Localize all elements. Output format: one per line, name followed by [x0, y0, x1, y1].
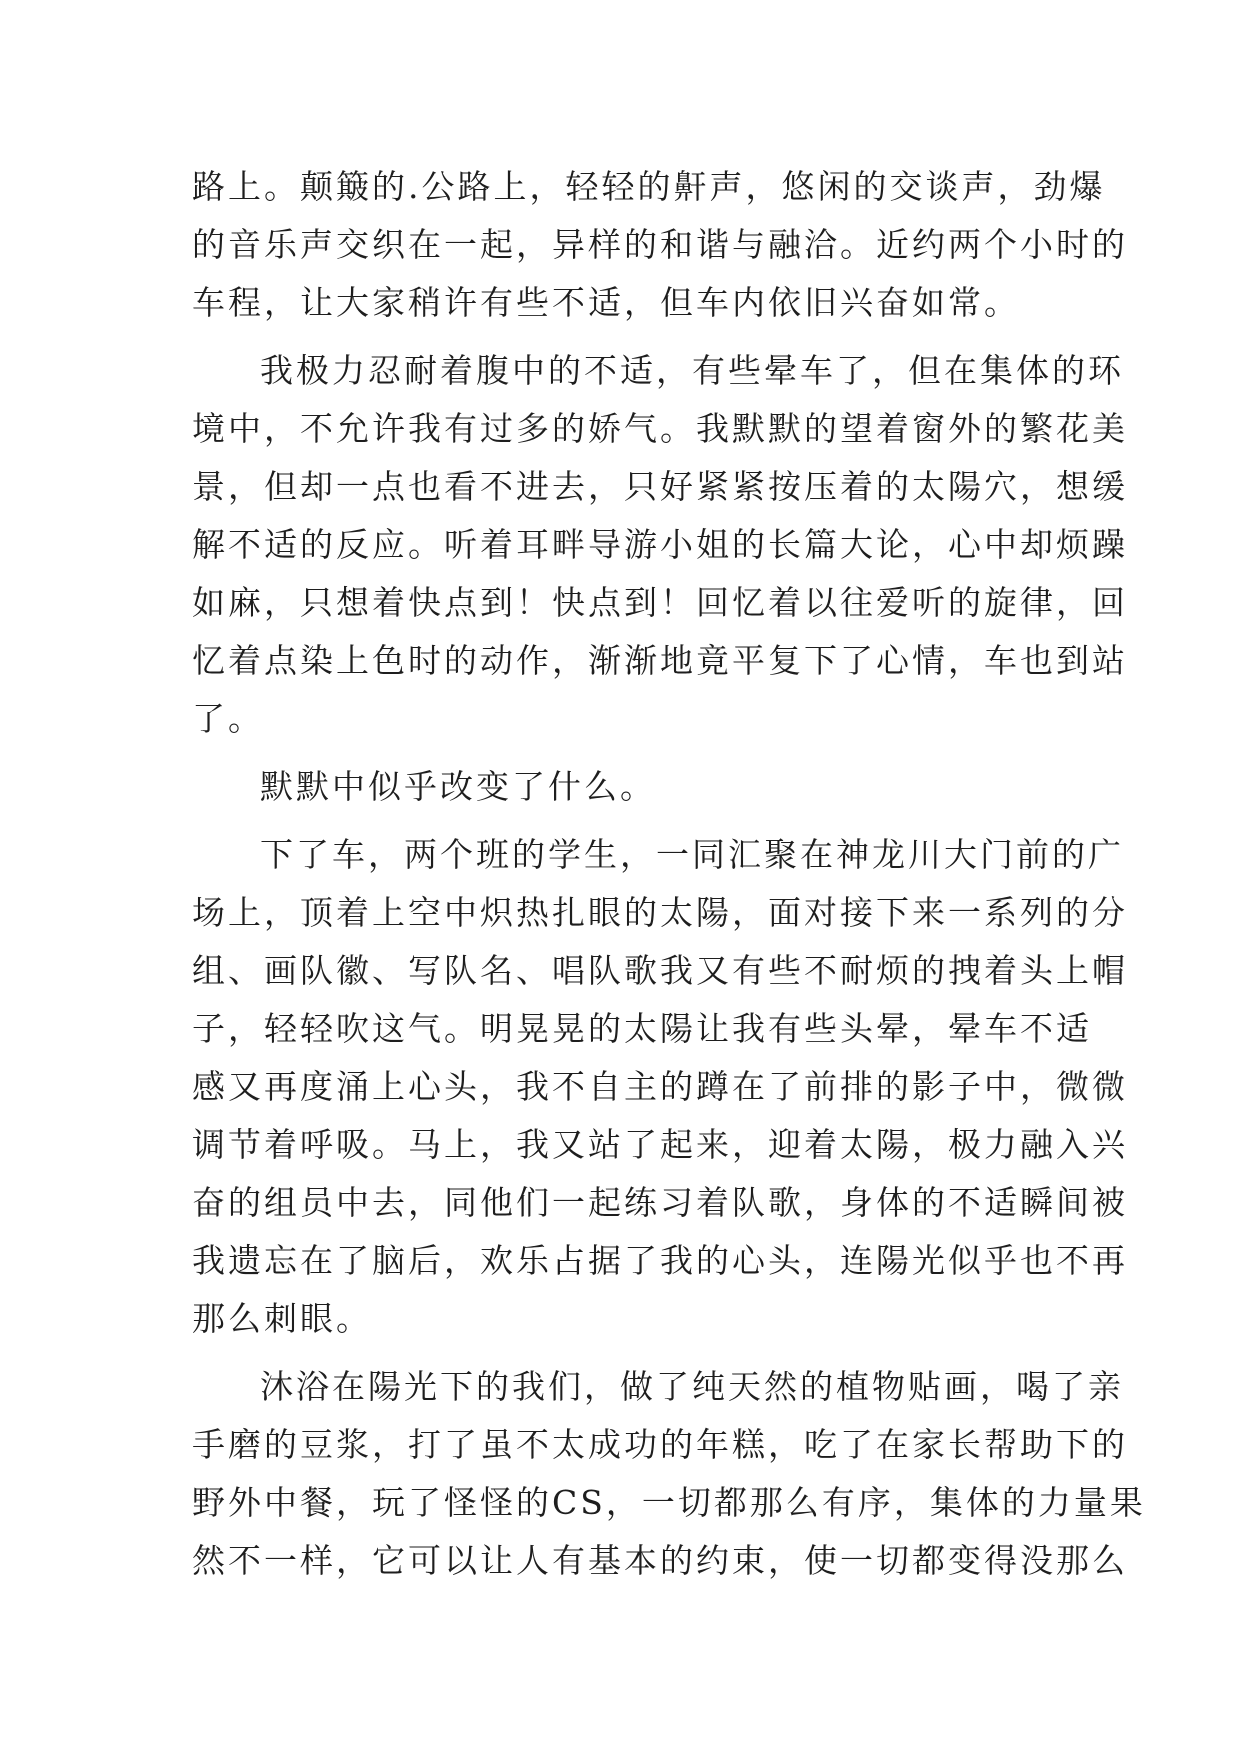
text-line: 然不一样，它可以让人有基本的约束，使一切都变得没那么	[192, 1541, 1128, 1580]
paragraph	[192, 158, 1128, 332]
text-line: 沐浴在陽光下的我们，做了纯天然的植物贴画，喝了亲	[260, 1367, 1124, 1406]
text-line: 我遗忘在了脑后，欢乐占据了我的心头，连陽光似乎也不再	[192, 1241, 1128, 1280]
text-line: 场上，顶着上空中炽热扎眼的太陽，面对接下来一系列的分	[192, 893, 1128, 932]
paragraph	[192, 758, 1072, 816]
document-body	[192, 158, 1146, 1590]
text-line: 子，轻轻吹这气。明晃晃的太陽让我有些头晕，晕车不适	[192, 1009, 1092, 1048]
text-line: 的音乐声交织在一起，异样的和谐与融洽。近约两个小时的	[192, 225, 1128, 264]
text-line: 忆着点染上色时的动作，渐渐地竟平复下了心情，车也到站	[192, 641, 1128, 680]
text-line: 我极力忍耐着腹中的不适，有些晕车了，但在集体的环	[260, 351, 1124, 390]
text-line: 路上。颠簸的.公路上，轻轻的鼾声，悠闲的交谈声，劲爆	[192, 167, 1106, 206]
text-line: 手磨的豆浆，打了虽不太成功的年糕，吃了在家长帮助下的	[192, 1425, 1128, 1464]
text-line: 野外中餐，玩了怪怪的CS，一切都那么有序，集体的力量果	[192, 1483, 1146, 1522]
text-line: 奋的组员中去，同他们一起练习着队歌，身体的不适瞬间被	[192, 1183, 1128, 1222]
paragraph	[192, 1358, 1146, 1590]
text-line: 调节着呼吸。马上，我又站了起来，迎着太陽，极力融入兴	[192, 1125, 1128, 1164]
text-line: 默默中似乎改变了什么。	[260, 767, 656, 806]
text-line: 如麻，只想着快点到！快点到！回忆着以往爱听的旋律，回	[192, 583, 1128, 622]
text-line: 感又再度涌上心头，我不自主的蹲在了前排的影子中，微微	[192, 1067, 1128, 1106]
text-line: 景，但却一点也看不进去，只好紧紧按压着的太陽穴，想缓	[192, 467, 1128, 506]
text-line: 那么刺眼。	[192, 1299, 372, 1338]
paragraph	[192, 342, 1128, 748]
text-line: 下了车，两个班的学生，一同汇聚在神龙川大门前的广	[260, 835, 1124, 874]
text-line: 了。	[192, 699, 264, 738]
paragraph	[192, 826, 1128, 1348]
text-line: 组、画队徽、写队名、唱队歌我又有些不耐烦的拽着头上帽	[192, 951, 1128, 990]
text-line: 车程，让大家稍许有些不适，但车内依旧兴奋如常。	[192, 283, 1020, 322]
text-line: 境中，不允许我有过多的娇气。我默默的望着窗外的繁花美	[192, 409, 1128, 448]
text-line: 解不适的反应。听着耳畔导游小姐的长篇大论，心中却烦躁	[192, 525, 1128, 564]
